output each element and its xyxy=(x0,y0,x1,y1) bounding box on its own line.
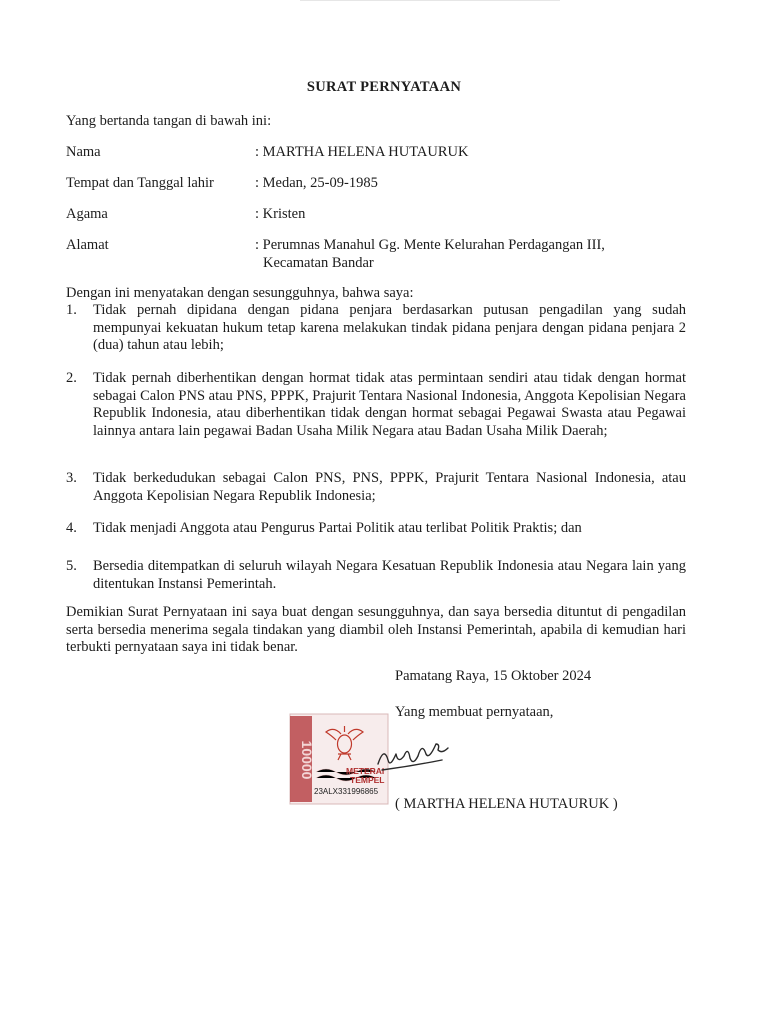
list-item-number: 5. xyxy=(66,558,77,574)
field-label-nama: Nama xyxy=(66,144,101,160)
stamp-label-meterai: METERAI xyxy=(346,766,385,776)
list-item-text: Bersedia ditempatkan di seluruh wilayah Negara Kesatuan Republik Indonesia atau Negara lain yang ditentukan Instansi Pemerintah. xyxy=(93,558,686,592)
list-item-number: 4. xyxy=(66,520,77,536)
stamp-graphic xyxy=(286,712,466,807)
list-item-number: 1. xyxy=(66,302,77,318)
stamp-label-tempel: TEMPEL xyxy=(350,775,385,785)
list-item-number: 2. xyxy=(66,370,77,386)
intro-text: Yang bertanda tangan di bawah ini: xyxy=(66,113,272,129)
signer-name: ( MARTHA HELENA HUTAURUK ) xyxy=(395,796,618,812)
statement-intro: Dengan ini menyatakan dengan sesungguhnya, bahwa saya: xyxy=(66,285,414,301)
field-label-ttl: Tempat dan Tanggal lahir xyxy=(66,175,214,191)
field-value-ttl: : Medan, 25-09-1985 xyxy=(255,175,378,191)
field-label-alamat: Alamat xyxy=(66,237,109,253)
document-title: SURAT PERNYATAAN xyxy=(306,79,462,95)
place-date: Pamatang Raya, 15 Oktober 2024 xyxy=(395,668,592,684)
scan-edge-line xyxy=(300,0,560,1)
stamp-serial: 23ALX331996865 xyxy=(314,787,379,796)
list-item-text: Tidak berkedudukan sebagai Calon PNS, PNS, PPPK, Prajurit Tentara Nasional Indonesia, atau Anggota Kepolisian Negara Republik Indonesia; xyxy=(93,470,686,504)
field-value-agama: : Kristen xyxy=(255,206,306,222)
field-value-alamat-line2: Kecamatan Bandar xyxy=(263,255,374,271)
stamp-value-text: 10000 xyxy=(299,740,315,780)
closing-paragraph: Demikian Surat Pernyataan ini saya buat dengan sesungguhnya, dan saya bersedia dituntut di pengadilan serta bersedia menerima segala tindakan yang diambil oleh Instansi Pemerintah, apabila di kemudian hari terbukti pernyataan saya ini tidak benar. xyxy=(66,604,686,655)
list-item-number: 3. xyxy=(66,470,77,486)
meterai-stamp xyxy=(286,712,466,807)
list-item-text: Tidak menjadi Anggota atau Pengurus Partai Politik atau terlibat Politik Praktis; dan xyxy=(93,520,582,536)
list-item-text: Tidak pernah diberhentikan dengan hormat tidak atas permintaan sendiri atau tidak dengan hormat sebagai Calon PNS atau PNS, PPPK, Prajurit Tentara Nasional Indonesia, Anggota Kepolisian Negara Republik Indonesia, atau diberhentikan tidak dengan hormat sebagai Pegawai Swasta atau Pegawai lainnya antara lain pegawai Badan Usaha Milik Negara atau Badan Usaha Milik Daerah; xyxy=(93,370,686,439)
maker-label: Yang membuat pernyataan, xyxy=(395,704,554,720)
field-value-nama: : MARTHA HELENA HUTAURUK xyxy=(255,144,469,160)
field-value-alamat: : Perumnas Manahul Gg. Mente Kelurahan Perdagangan III, xyxy=(255,237,605,253)
list-item-text: Tidak pernah dipidana dengan pidana penjara berdasarkan putusan pengadilan yang sudah mempunyai kekuatan hukum tetap karena melakukan tindak pidana penjara dengan pidana penjara 2 (dua) tahun atau lebih; xyxy=(93,302,686,353)
field-label-agama: Agama xyxy=(66,206,108,222)
